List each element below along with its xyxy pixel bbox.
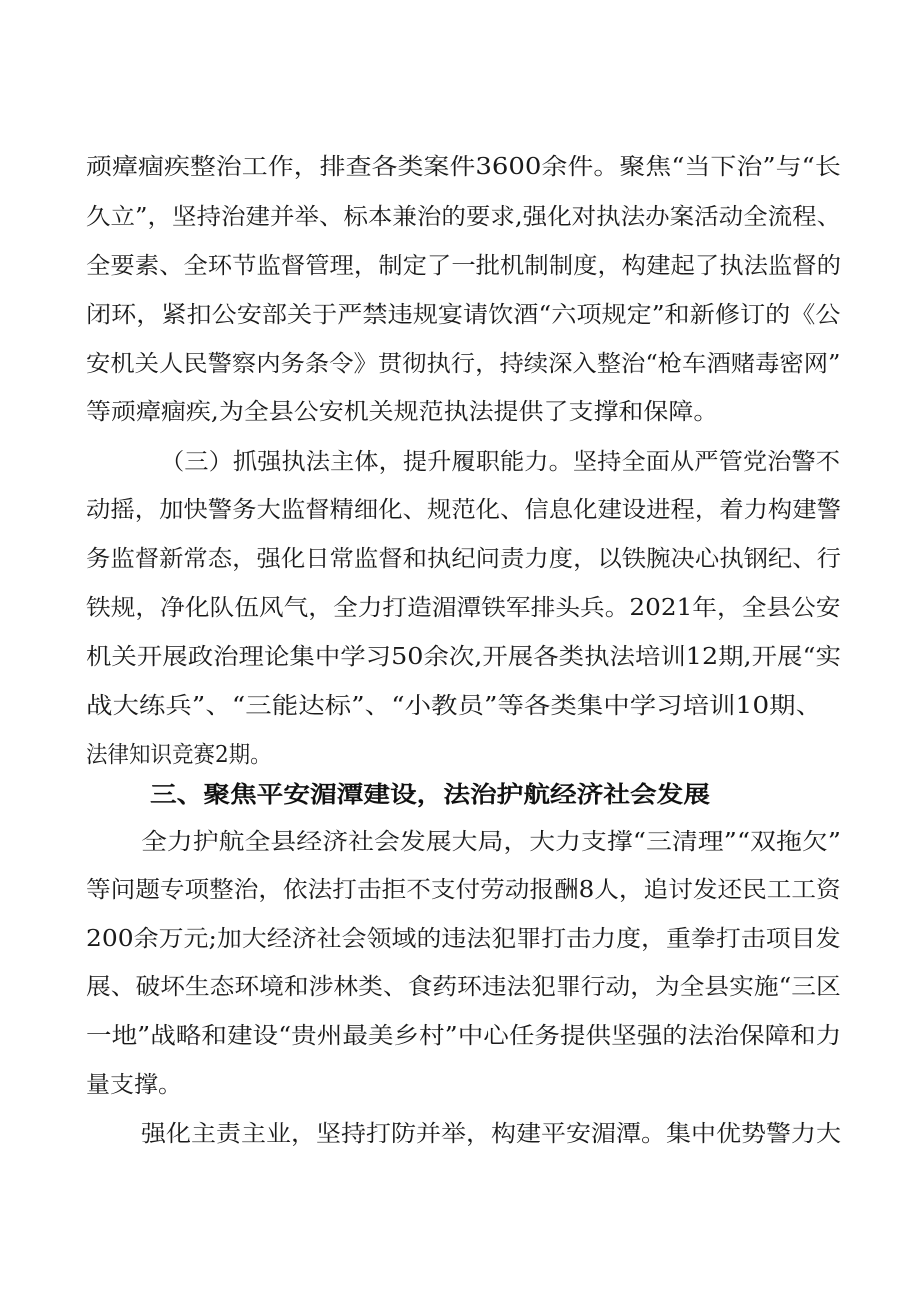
text-line: （三）抓强执法主体，提升履职能力。坚持全面从严管党治警不: [160, 449, 840, 475]
text-line: 机关开展政治理论集中学习50余次,开展各类执法培训12期,开展“实: [86, 644, 841, 670]
text-line: 动摇，加快警务大监督精细化、规范化、信息化建设进程，着力构建警: [86, 497, 842, 523]
text-line: 法律知识竞赛2期。: [86, 742, 272, 768]
text-line: 200余万元;加大经济社会领域的违法犯罪打击力度，重拳打击项目发: [86, 926, 841, 952]
text-line: 全力护航全县经济社会发展大局，大力支撑“三清理”“双拖欠”: [141, 829, 842, 855]
text-line: 全要素、全环节监督管理，制定了一批机制制度，构建起了执法监督的: [86, 253, 842, 279]
section-heading: 三、聚焦平安湄潭建设，法治护航经济社会发展: [150, 782, 710, 808]
text-line: 务监督新常态，强化日常监督和执纪问责力度，以铁腕决心执钢纪、行: [86, 546, 842, 572]
text-line: 安机关人民警察内务条令》贯彻执行，持续深入整治“枪车酒赌毒密网”: [86, 351, 841, 377]
text-line: 久立”，坚持治建并举、标本兼治的要求,强化对执法办案活动全流程、: [86, 204, 842, 230]
text-line: 顽瘴痼疾整治工作，排查各类案件3600余件。聚焦“当下治”与“长: [86, 154, 841, 180]
text-line: 等顽瘴痼疾,为全县公安机关规范执法提供了支撑和保障。: [86, 399, 719, 425]
text-line: 铁规，净化队伍风气，全力打造湄潭铁军排头兵。2021年，全县公安: [86, 595, 841, 621]
text-line: 展、破坏生态环境和涉林类、食药环违法犯罪行动，为全县实施“三区: [86, 974, 841, 1000]
text-line: 等问题专项整治，依法打击拒不支付劳动报酬8人，追讨发还民工工资: [86, 877, 841, 903]
text-line: 战大练兵”、“三能达标”、“小教员”等各类集中学习培训10期、: [86, 693, 823, 719]
text-line: 闭环，紧扣公安部关于严禁违规宴请饮酒“六项规定”和新修订的《公: [86, 302, 841, 328]
text-line: 强化主责主业，坚持打防并举，构建平安湄潭。集中优势警力大: [141, 1121, 841, 1147]
text-line: 一地”战略和建设“贵州最美乡村”中心任务提供坚强的法治保障和力: [86, 1023, 842, 1049]
text-line: 量支撑。: [86, 1072, 182, 1098]
